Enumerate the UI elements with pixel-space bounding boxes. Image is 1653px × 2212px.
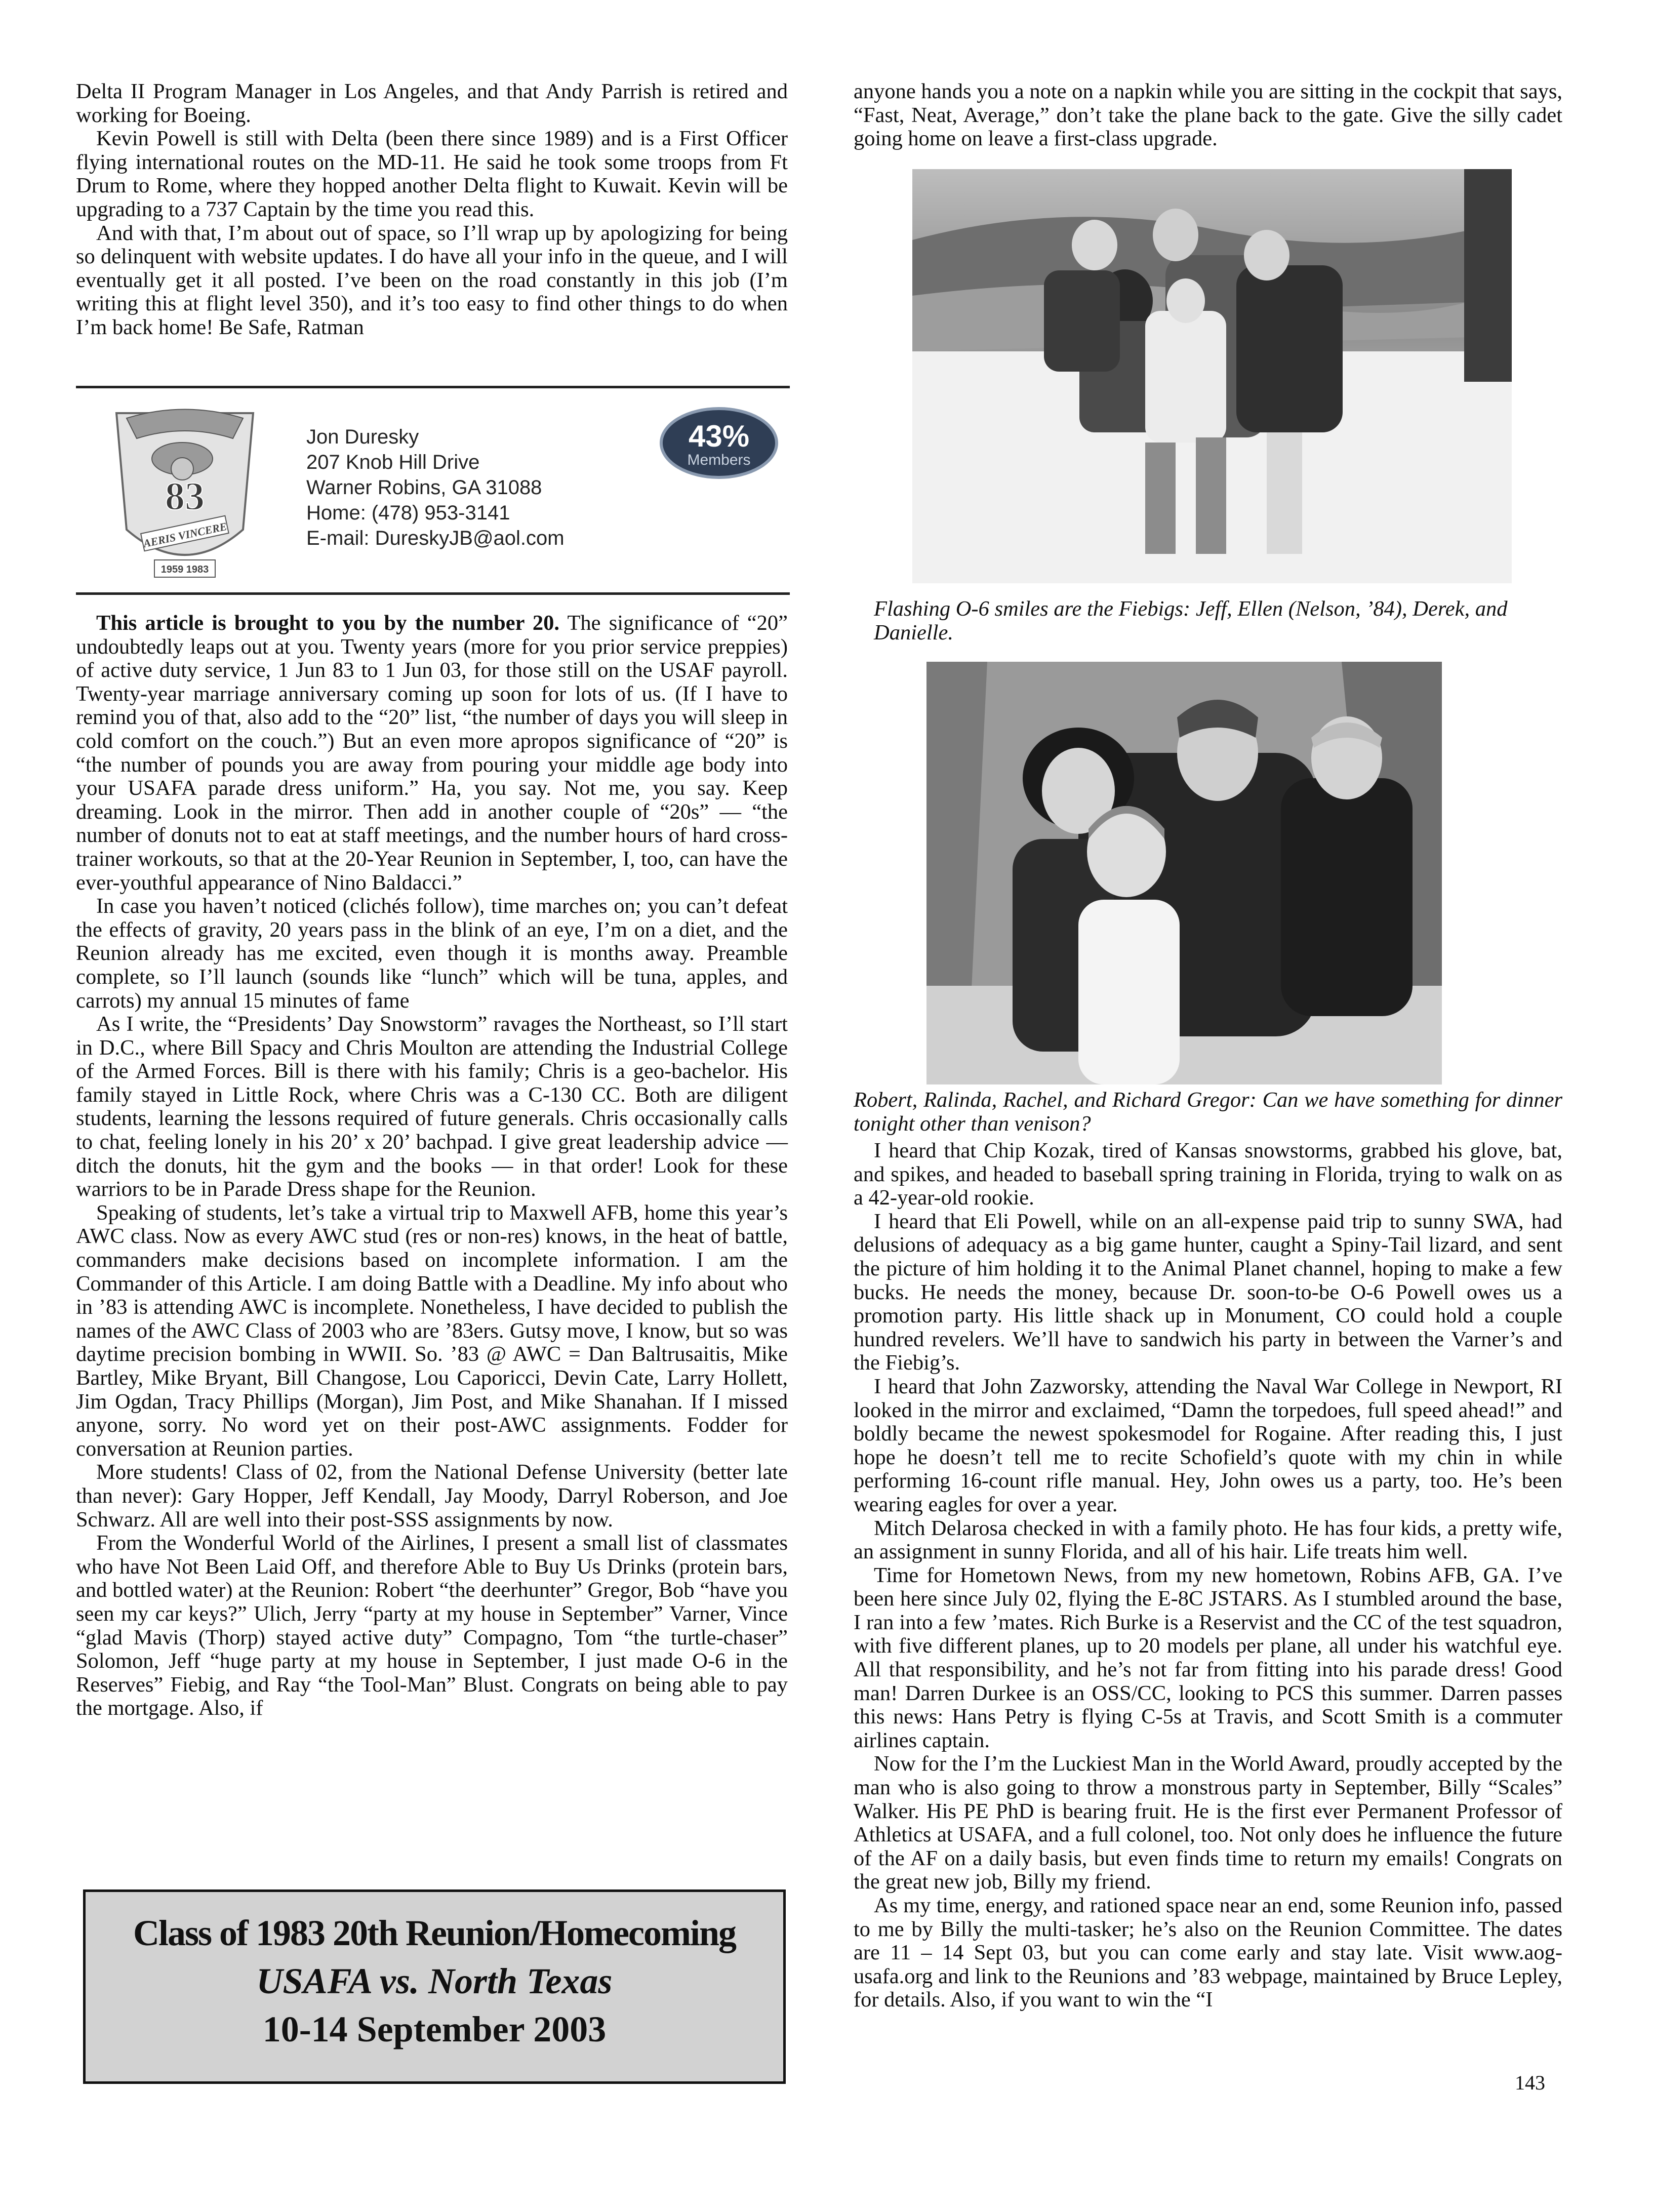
left-column-article — [76, 612, 788, 1720]
contact-name: Jon Duresky — [306, 426, 419, 448]
divider-top — [76, 386, 790, 388]
paragraph: Speaking of students, let’s take a virtual trip to Maxwell AFB, home this year’s AWC class. Now as every AWC stud (res or non-res) knows, in the heat of battle, commanders make decisions based on incomplete information. I am the Commander of this Article. I am doing Battle with a Deadline. My info about who in ’83 is attending AWC is incomplete. Nonetheless, I have decided to publish the names of the AWC Class of 2003 who are ’83ers. Gutsy move, I know, but so was daytime precision bombing in WWII. So. ’83 @ AWC = Dan Baltrusaitis, Mike Bartley, Mike Bryant, Bill Changose, Lou Caporicci, Devin Cate, Larry Hollett, Jim Ogdan, Tracy Phillips (Morgan), Jim Post, and Mike Shanahan. If I missed anyone, sorry. No word yet on their post-AWC assignments. Fodder for conversation at Reunion parties. — [76, 1200, 788, 1461]
paragraph: In case you haven’t noticed (clichés follow), time marches on; you can’t defeat the effects of gravity, 20 years pass in the blink of an eye, I’m on a diet, and the Reunion already has me excited, even though it is months away. Preamble complete, so I’ll launch (sounds like “lunch” which will be tuna, apples, and carrots) my annual 15 minutes of fame — [76, 894, 788, 1013]
reunion-dates: 10-14 September 2003 — [262, 2009, 607, 2049]
crest-class-number: 83 — [165, 474, 205, 518]
gregor-family-photo — [926, 662, 1442, 1084]
fiebig-family-ski-photo — [912, 169, 1512, 583]
contact-address-line-2: Warner Robins, GA 31088 — [306, 476, 542, 499]
page-number: 143 — [1515, 2071, 1545, 2094]
paragraph: From the Wonderful World of the Airlines, I present a small list of classmates who have Not Been Laid Off, and therefore Able to Buy Us Drinks (protein bars, and bottled water) at the Reunion: Robert “the deerhunter” Gregor, Bob “have you seen my car keys?” Ulich, Jerry “party at my house in September” Varner, Vince “glad Mavis (Thorp) stayed active duty” Compagno, Tom “the turtle-chaser” Solomon, Jeff “huge party at my house in September, I just made O-6 in the Reserves” Fiebig, and Ray “the Tool-Man” Blust. Congrats on being able to pay the mortgage. Also, if — [76, 1531, 788, 1720]
left-column-continuation — [76, 80, 788, 340]
reunion-announcement-box — [83, 1889, 786, 2084]
paragraph: Now for the I’m the Luckiest Man in the World Award, proudly accepted by the man who is also going to throw a monstrous party in September, Billy “Scales” Walker. His PE PhD is bearing fruit. He is the first ever Permanent Professor of Athletics at USAFA, and a full colonel, too. Not only does he influence the future of the AF on a daily basis, but even finds time to return my emails! Congrats on the great new job, Billy my friend. — [854, 1752, 1562, 1894]
reunion-title: Class of 1983 20th Reunion/Homecoming — [133, 1913, 736, 1953]
paragraph: Delta II Program Manager in Los Angeles, and that Andy Parrish is retired and working for Boeing. — [76, 79, 788, 127]
photo-caption-2: Robert, Ralinda, Rachel, and Richard Gregor: Can we have something for dinner tonight other than venison? — [854, 1088, 1562, 1136]
reunion-game: USAFA vs. North Texas — [256, 1961, 613, 2001]
members-label: Members — [687, 452, 751, 468]
right-column-intro — [854, 80, 1562, 151]
contact-email: E-mail: DureskyJB@aol.com — [306, 527, 565, 549]
paragraph: More students! Class of 02, from the National Defense University (better late than never): Gary Hopper, Jeff Kendall, Jay Moody, Darryl Roberson, and Joe Schwarz. All are well into their post-SSS assignments by now. — [76, 1460, 788, 1532]
paragraph: I heard that Eli Powell, while on an all-expense paid trip to sunny SWA, had delusions of adequacy as a big game hunter, caught a Spiny-Tail lizard, and sent the picture of him holding it to the Animal Planet channel, hoping to make a few bucks. He needs the money, because Dr. soon-to-be O-6 Powell owes us a promotion party. His little shack up in Monument, CO could hold a couple hundred revelers. We’ll have to sandwich his party in between the Varner’s and the Fiebig’s. — [854, 1209, 1562, 1375]
paragraph: Kevin Powell is still with Delta (been there since 1989) and is a First Officer flying international routes on the MD-11. He said he took some troops from Ft Drum to Rome, where they hopped another Delta flight to Kuwait. Kevin will be upgrading to a 737 Captain by the time you read this. — [76, 127, 788, 221]
paragraph: Time for Hometown News, from my new hometown, Robins AFB, GA. I’ve been here since July 02, flying the E-8C JSTARS. As I stumbled around the base, I ran into a few ’mates. Rich Burke is a Reservist and the CC of the test squadron, with five different planes, up to 20 models per plane, all under his watchful eye. All that responsibility, and he’s not far from fitting into his parade dress! Good man! Darren Durkee is an OSS/CC, looking to PCS this summer. Darren passes this news: Hans Petry is flying C-5s at Travis, and Scott Smith is a commuter airlines captain. — [854, 1563, 1562, 1752]
article-lead: This article is brought to you by the number 20. — [96, 611, 560, 635]
paragraph: This article is brought to you by the number 20. The significance of “20” undoubtedly leaps out at you. Twenty years (more for you prior service preppies) of active duty service, 1 Jun 83 to 1 Jun 03, for those still on the USAF payroll. Twenty-year marriage anniversary coming up soon for lots of us. (If I have to remind you of that, also add to the “20” list, “the number of days you will sleep in cold comfort on the couch.”) But an even more apropos significance of “20” is “the number of pounds you are away from pouring your middle age body into your USAFA parade dress uniform.” Ha, you say. Not me, you say. Keep dreaming. Look in the mirror. Then add in another couple of “20s” — “the number of donuts not to eat at staff meetings, and the number hours of hard cross-trainer workouts, so that at the 20-Year Reunion in September, I, too, can have the ever-youthful appearance of Nino Baldacci.” — [76, 611, 788, 895]
crest-years: 1959 1983 — [160, 564, 209, 575]
contact-address-line-1: 207 Knob Hill Drive — [306, 451, 480, 473]
members-percent-badge — [658, 405, 780, 481]
paragraph: As my time, energy, and rationed space near an end, some Reunion info, passed to me by Billy the multi-tasker; he’s also on the Reunion Committee. The dates are 11 – 14 Sept 03, but you can come early and stay late. Visit www.aog-usafa.org and link to the Reunions and ’83 webpage, maintained by Bruce Lepley, for details. Also, if you want to win the “I — [854, 1894, 1562, 2012]
paragraph: And with that, I’m about out of space, so I’ll wrap up by apologizing for being so delinquent with website updates. I do have all your info in the queue, and I will eventually get it all posted. I’ve been on the road constantly in this job (I’m writing this at flight level 350), and it’s too easy to find other things to do when I’m back home! Be Safe, Ratman — [76, 221, 788, 339]
members-percent: 43% — [688, 419, 750, 453]
class-contact-block — [76, 395, 790, 587]
contact-phone: Home: (478) 953-3141 — [306, 502, 510, 524]
paragraph: anyone hands you a note on a napkin while you are sitting in the cockpit that says, “Fast, Neat, Average,” don’t take the plane back to the gate. Give the silly cadet going home on leave a first-class upgrade. — [854, 79, 1562, 151]
divider-bottom — [76, 592, 790, 595]
class-crest-logo — [106, 403, 263, 585]
right-column-article — [854, 1139, 1562, 2012]
paragraph: I heard that John Zazworsky, attending the Naval War College in Newport, RI looked in the mirror and exclaimed, “Damn the torpedoes, full speed ahead!” and boldly became the newest spokesmodel for Rogaine. After reading this, I just hope he doesn’t tell me to recite Schofield’s quote with my chin in while performing 16-count rifle manual. Hey, John owes us a party, too. He’s been wearing eagles for over a year. — [854, 1374, 1562, 1516]
paragraph: I heard that Chip Kozak, tired of Kansas snowstorms, grabbed his glove, bat, and spikes, and headed to baseball spring training in Florida, trying to walk on as a 42-year-old rookie. — [854, 1139, 1562, 1210]
paragraph: Mitch Delarosa checked in with a family photo. He has four kids, a pretty wife, an assignment in sunny Florida, and all of his hair. Life treats him well. — [854, 1516, 1562, 1564]
paragraph: As I write, the “Presidents’ Day Snowstorm” ravages the Northeast, so I’ll start in D.C., where Bill Spacy and Chris Moulton are attending the Industrial College of the Armed Forces. Bill is there with his family; Chris is a geo-bachelor. His family stayed in Little Rock, where Chris was a C-130 CC. Both are diligent students, learning the lessons required of future generals. Chris occasionally calls to chat, feeling lonely in his 20’ x 20’ bachpad. I give great leadership advice — ditch the donuts, hit the gym and the books — in that order! Look for these warriors to be in Parade Dress shape for the Reunion. — [76, 1012, 788, 1201]
photo-caption-1: Flashing O-6 smiles are the Fiebigs: Jeff, Ellen (Nelson, ’84), Derek, and Danielle. — [874, 597, 1508, 645]
contact-info — [306, 424, 565, 551]
crest-motto: AERIS VINCERE — [142, 519, 228, 550]
